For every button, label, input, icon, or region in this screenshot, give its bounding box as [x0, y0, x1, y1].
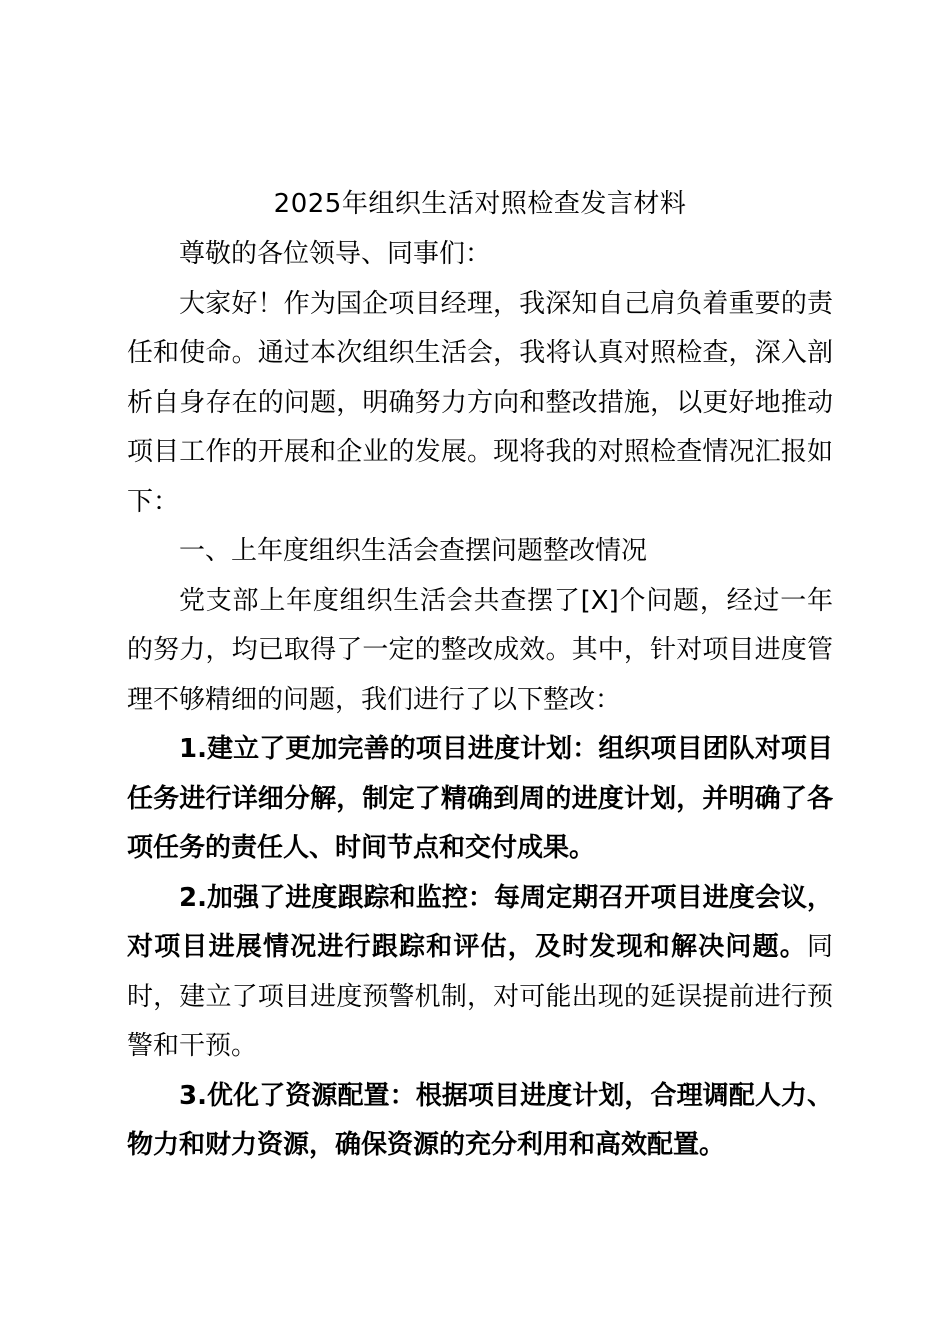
- rectification-item-2-normal: 同时，建立了项目进度预警机制，对可能出现的延误提前进行预警和干预。: [127, 932, 833, 1061]
- section-paragraph: 党支部上年度组织生活会共查摆了[X]个问题，经过一年的努力，均已取得了一定的整改成效。其中，针对项目进度管理不够精细的问题，我们进行了以下整改：: [127, 585, 833, 715]
- rectification-item-1: 1.建立了更加完善的项目进度计划：组织项目团队对项目任务进行详细分解，制定了精确到周的进度计划，并明确了各项任务的责任人、时间节点和交付成果。: [127, 734, 833, 863]
- salutation: 尊敬的各位领导、同事们：: [179, 239, 492, 269]
- rectification-item-2-bold: 2.加强了进度跟踪和监控：每周定期召开项目进度会议，对项目进展情况进行跟踪和评估，及时发现和解决问题。: [127, 882, 833, 962]
- document-title: 2025年组织生活对照检查发言材料: [273, 189, 687, 219]
- intro-paragraph: 大家好！作为国企项目经理，我深知自己肩负着重要的责任和使命。通过本次组织生活会，我将认真对照检查，深入剖析自身存在的问题，明确努力方向和整改措施，以更好地推动项目工作的开展和企业的发展。现将我的对照检查情况汇报如下：: [127, 288, 833, 517]
- rectification-item-3: 3.优化了资源配置：根据项目进度计划，合理调配人力、物力和财力资源，确保资源的充分利用和高效配置。: [127, 1080, 833, 1160]
- section-heading: 一、上年度组织生活会查摆问题整改情况: [179, 536, 648, 566]
- rectification-item-2: [127, 874, 833, 1072]
- document-body: [127, 230, 833, 1171]
